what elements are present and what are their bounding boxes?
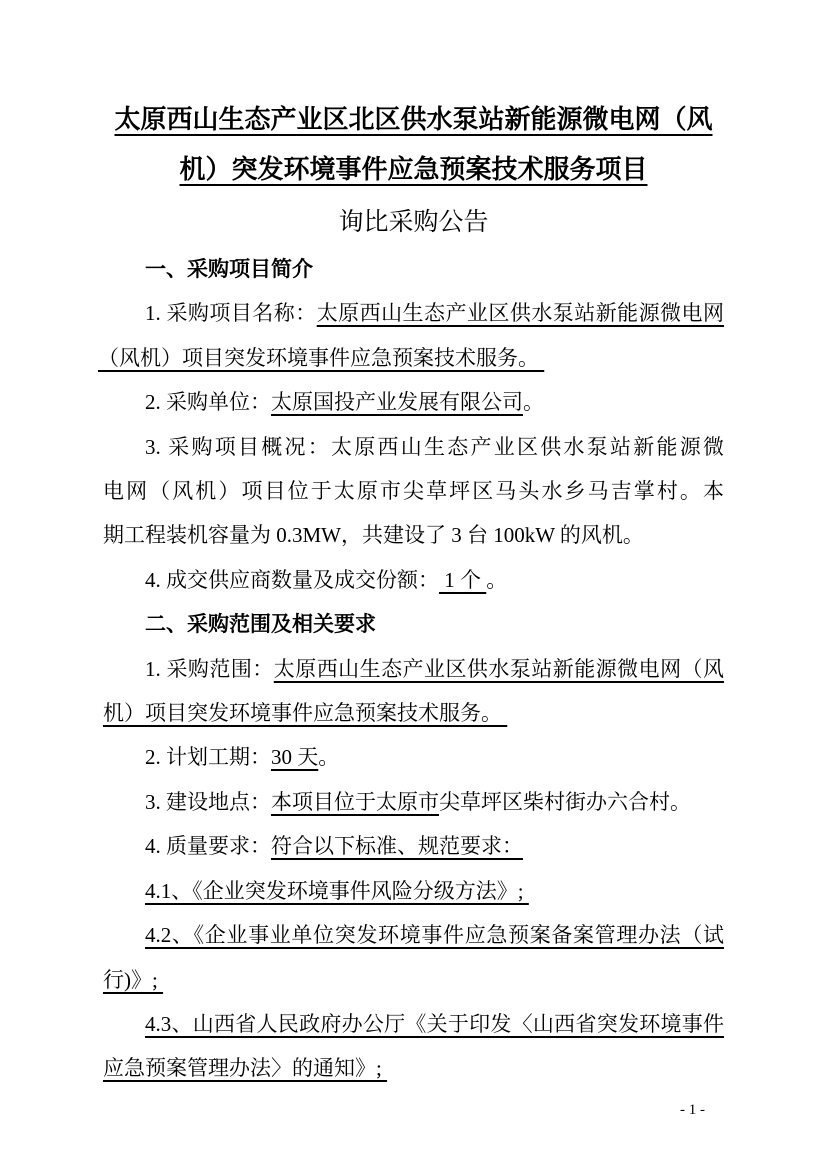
text: 1. 采购项目名称： (145, 301, 317, 326)
underlined-text: 太原西山生态产业区北区供水泵站新能源微电网（风 (114, 105, 713, 134)
text: 。 (318, 745, 340, 770)
page-number: - 1 - (680, 1102, 705, 1118)
underlined-text: 本项目位于太原市 (271, 789, 439, 814)
s1-item4 (103, 558, 724, 602)
section-1-heading (103, 247, 724, 291)
s2-item4-3-line2 (103, 1046, 724, 1090)
underlined-text: 机）突发环境事件应急预案技术服务项目 (179, 155, 648, 184)
text: 3. 采购项目概况：太原西山生态产业区供水泵站新能源微 (145, 434, 724, 459)
s1-item1-line2 (98, 336, 724, 380)
underlined-text: 1 个 (439, 567, 487, 592)
title-line-1 (103, 95, 724, 145)
text: 4. 质量要求： (145, 834, 271, 859)
text: 4. 成交供应商数量及成交份额： (145, 567, 439, 592)
s2-item4-2-line2 (103, 958, 724, 1002)
underlined-text: 30 天 (271, 745, 319, 770)
s2-item4-2-line1 (103, 913, 724, 957)
underlined-text: 太原国投产业发展有限公司 (271, 390, 523, 415)
text: 电网（风机）项目位于太原市尖草坪区马头水乡马吉掌村。本 (103, 479, 724, 504)
s1-item3-line1 (103, 425, 724, 469)
underlined-text: 机）项目突发环境事件应急预案技术服务。 (103, 701, 508, 726)
s2-item2 (103, 735, 724, 779)
underlined-text: 应急预案管理办法〉的通知》; (103, 1056, 388, 1081)
title-line-2 (103, 145, 724, 195)
text: 二、采购范围及相关要求 (145, 612, 376, 637)
text: 期工程装机容量为 0.3MW，共建设了 3 台 100kW 的风机。 (103, 523, 644, 548)
s1-item3-line3 (103, 513, 724, 557)
s1-item2 (103, 380, 724, 424)
underlined-text: 4.1、《企业突发环境事件风险分级方法》; (145, 878, 529, 903)
underlined-text: 符合以下标准、规范要求： (271, 834, 523, 859)
section-2-heading (103, 602, 724, 646)
s1-item1-line1 (103, 291, 724, 335)
text: 2. 采购单位： (145, 390, 271, 415)
text: 。 (486, 567, 508, 592)
underlined-text: 太原西山生态产业区供水泵站新能源微电网 (316, 301, 725, 326)
s2-item3 (103, 780, 724, 824)
text: 。 (523, 390, 544, 415)
text: 一、采购项目简介 (145, 257, 313, 281)
text: 3. 建设地点： (145, 789, 271, 814)
s1-item3-line2 (103, 469, 724, 513)
s2-item1-line2 (103, 691, 724, 735)
text: 1. 采购范围： (145, 656, 274, 681)
s2-item4-1 (103, 869, 724, 913)
s2-item1-line1 (103, 647, 724, 691)
underlined-text: 4.2、《企业事业单位突发环境事件应急预案备案管理办法（试 (145, 923, 724, 948)
text: 询比采购公告 (338, 209, 489, 236)
underlined-text: 行)》; (103, 967, 164, 992)
s2-item4-3-line1 (103, 1002, 724, 1046)
underlined-text: 4.3、山西省人民政府办公厅《关于印发〈山西省突发环境事件 (145, 1011, 724, 1036)
document-body (98, 0, 725, 1091)
subtitle (103, 199, 724, 247)
s2-item4 (103, 824, 724, 868)
underlined-text: 太原西山生态产业区供水泵站新能源微电网（风 (273, 656, 725, 681)
underlined-text: （风机）项目突发环境事件应急预案技术服务。 (98, 345, 545, 370)
text: 2. 计划工期： (145, 745, 271, 770)
text: 尖草坪区柴村街办六合村。 (439, 789, 691, 814)
